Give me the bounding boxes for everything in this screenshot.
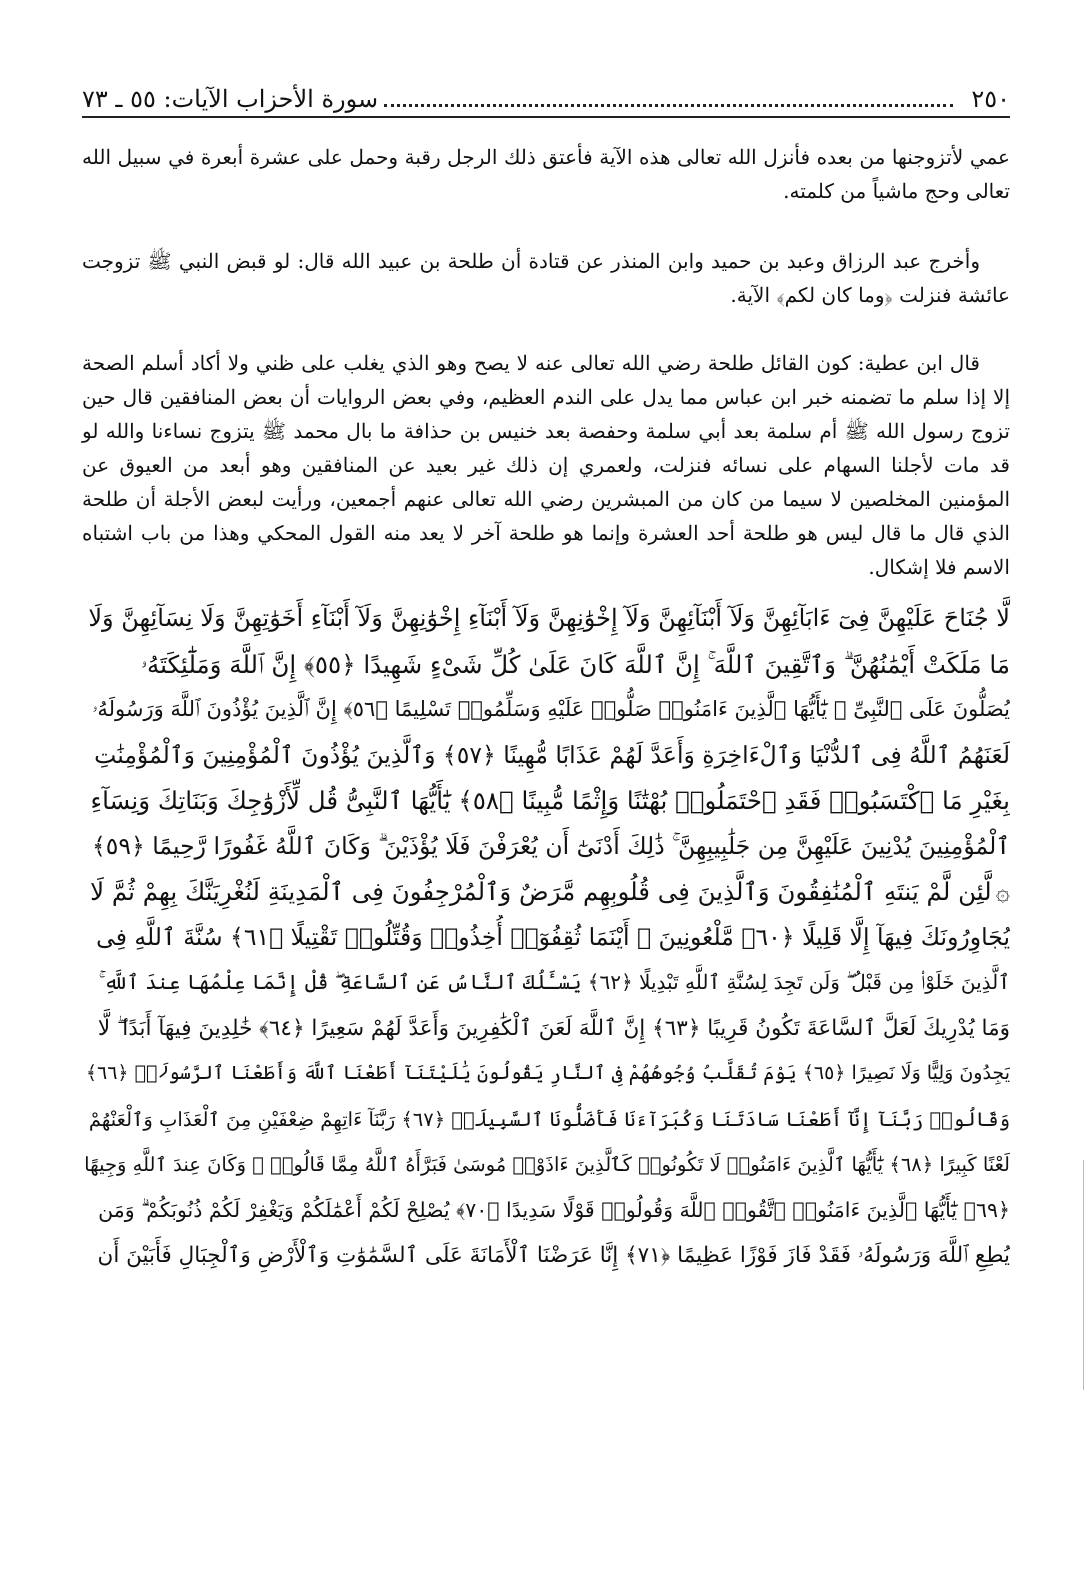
commentary-paragraph-3	[82, 346, 1010, 584]
paragraph-text: عمي لأتزوجنها من بعده فأنزل الله تعالى هذه الآية فأعتق ذلك الرجل رقبة وحمل على عشرة أبعرة في سبيل الله تعالى وحج ماشياً من كلمته.	[82, 145, 1010, 203]
quran-line: بِغَيْرِ مَا ٱكْتَسَبُوا۟ فَقَدِ ٱحْتَمَلُوا۟ بُهْتَٰنًا وَإِثْمًا مُّبِينًا ﴿٥٨﴾ يَٰٓأَيُّهَا ٱلنَّبِىُّ قُل لِّأَزْوَٰجِكَ وَبَنَاتِكَ وَنِسَآءِ	[90, 786, 1010, 815]
header-divider	[82, 116, 1010, 118]
quran-line: ٱلْمُؤْمِنِينَ يُدْنِينَ عَلَيْهِنَّ مِن جَلَٰبِيبِهِنَّ ۚ ذَٰلِكَ أَدْنَىٰٓ أَن يُعْرَفْنَ فَلَا يُؤْذَيْنَ ۗ وَكَانَ ٱللَّهُ غَفُورًا رَّحِيمًا ﴿٥٩﴾	[91, 831, 1010, 860]
quran-line: لَعْنًا كَبِيرًا ﴿٦٨﴾ يَٰٓأَيُّهَا ٱلَّذِينَ ءَامَنُوا۟ لَا تَكُونُوا۟ كَٱلَّذِينَ ءَاذَوْا۟ مُوسَىٰ فَبَرَّأَهُ ٱللَّهُ مِمَّا قَالُوا۟ ۚ وَكَانَ عِندَ ٱللَّهِ وَجِيهًا	[84, 1153, 1010, 1176]
quran-line: ﴿٦٩﴾ يَٰٓأَيُّهَا ٱلَّذِينَ ءَامَنُوا۟ ٱتَّقُوا۟ ٱللَّهَ وَقُولُوا۟ قَوْلًا سَدِيدًا ﴿٧٠﴾ يُصْلِحْ لَكُمْ أَعْمَٰلَكُمْ وَيَغْفِرْ لَكُمْ ذُنُوبَكُمْ ۗ وَمَن	[98, 1197, 1010, 1222]
page-header	[82, 74, 1010, 114]
quran-line: يُجَاوِرُونَكَ فِيهَآ إِلَّا قَلِيلًا ﴿٦٠﴾ مَّلْعُونِينَ ۖ أَيْنَمَا ثُقِفُوٓا۟ أُخِذُوا۟ وَقُتِّلُوا۟ تَقْتِيلًا ﴿٦١﴾ سُنَّةَ ٱللَّهِ فِى	[96, 922, 1010, 951]
quran-line: يُطِعِ ٱللَّهَ وَرَسُولَهُۥ فَقَدْ فَازَ فَوْزًا عَظِيمًا ﴿٧١﴾ إِنَّا عَرَضْنَا ٱلْأَمَانَةَ عَلَى ٱلسَّمَٰوَٰتِ وَٱلْأَرْضِ وَٱلْجِبَالِ فَأَبَيْنَ أَن	[97, 1243, 1010, 1268]
paragraph-text: وأخرج عبد الرزاق وعبد بن حميد وابن المنذر عن قتادة أن طلحة بن عبيد الله قال: لو قبض النبي ﷺ تزوجت عائشة فنزلت ﴿وما كان لكم﴾ الآية.	[82, 249, 1010, 307]
quran-line-with-hizb-marker	[82, 869, 1010, 915]
quran-line-text: لَّئِن لَّمْ يَنتَهِ ٱلْمُنَٰفِقُونَ وَٱلَّذِينَ فِى قُلُوبِهِم مَّرَضٌ وَٱلْمُرْجِفُونَ فِى ٱلْمَدِينَةِ لَنُغْرِيَنَّكَ بِهِمْ ثُمَّ لَا	[90, 877, 992, 906]
commentary-paragraph-1	[82, 140, 1010, 208]
paragraph-text: قال ابن عطية: كون القائل طلحة رضي الله تعالى عنه لا يصح وهو الذي يغلب على ظني ولا أكاد أسلم الصحة إلا إذا سلم ما تضمنه خبر ابن عباس مما يدل على الندم العظيم، وفي بعض الروايات أن بعض المنافقين قال حين تزوج رسول الله ﷺ أم سلمة بعد أبي سلمة وحفصة بعد خنيس بن حذافة ما بال محمد ﷺ يتزوج نساءنا والله لو قد مات لأجلنا السهام على نسائه فنزلت، ولعمري إن ذلك غير بعيد عن المنافقين وهو أبعد من العيوق عن المؤمنين المخلصين لا سيما من كان من المبشرين رضي الله تعالى عنهم أجمعين، ورأيت لبعض الأجلة أن طلحة الذي قال ما قال ليس هو طلحة أحد العشرة وإنما هو طلحة آخر لا يعد منه القول المحكي وهذا من باب اشتباه الاسم فلا إشكال.	[82, 351, 1010, 579]
quran-line: وَمَا يُدْرِيكَ لَعَلَّ ٱلسَّاعَةَ تَكُونُ قَرِيبًا ﴿٦٣﴾ إِنَّ ٱللَّهَ لَعَنَ ٱلْكَٰفِرِينَ وَأَعَدَّ لَهُمْ سَعِيرًا ﴿٦٤﴾ خَٰلِدِينَ فِيهَآ أَبَدًا ۖ لَّا	[97, 1015, 1010, 1041]
quran-line: مَا مَلَكَتْ أَيْمَٰنُهُنَّ ۗ وَٱتَّقِينَ ٱللَّهَ ۚ إِنَّ ٱللَّهَ كَانَ عَلَىٰ كُلِّ شَىْءٍ شَهِيدًا ﴿٥٥﴾ إِنَّ ٱللَّهَ وَمَلَٰٓئِكَتَهُۥ	[140, 649, 1010, 679]
quran-line: لَعَنَهُمُ ٱللَّهُ فِى ٱلدُّنْيَا وَٱلْءَاخِرَةِ وَأَعَدَّ لَهُمْ عَذَابًا مُّهِينًا ﴿٥٧﴾ وَٱلَّذِينَ يُؤْذُونَ ٱلْمُؤْمِنِينَ وَٱلْمُؤْمِنَٰتِ	[94, 740, 1010, 769]
quran-line: وَقَالُوا۟ رَبَّنَآ إِنَّآ أَطَعْنَا سَادَتَنَا وَكُبَرَآءَنَا فَأَضَلُّونَا ٱلسَّبِيلَا۠ ﴿٦٧﴾ رَبَّنَآ ءَاتِهِمْ ضِعْفَيْنِ مِنَ ٱلْعَذَابِ وَٱلْعَنْهُمْ	[88, 1107, 1010, 1131]
page-number: ٢٥٠	[971, 85, 1010, 113]
quran-verses-block	[82, 596, 1010, 1279]
quran-line: يُصَلُّونَ عَلَى ٱلنَّبِىِّ ۚ يَٰٓأَيُّهَا ٱلَّذِينَ ءَامَنُوا۟ صَلُّوا۟ عَلَيْهِ وَسَلِّمُوا۟ تَسْلِيمًا ﴿٥٦﴾ إِنَّ ٱلَّذِينَ يُؤْذُونَ ٱللَّهَ وَرَسُولَهُۥ	[92, 697, 1010, 721]
surah-verse-range-title: سورة الأحزاب الآيات: ٥٥ ـ ٧٣	[82, 85, 379, 113]
hizb-star-icon: ۞	[995, 877, 1010, 906]
commentary-paragraph-2	[82, 244, 1010, 312]
quran-line: ٱلَّذِينَ خَلَوْا۟ مِن قَبْلُ ۖ وَلَن تَجِدَ لِسُنَّةِ ٱللَّهِ تَبْدِيلًا ﴿٦٢﴾ يَسْـَٔلُكَ ٱلنَّاسُ عَنِ ٱلسَّاعَةِ ۖ قُلْ إِنَّمَا عِلْمُهَا عِندَ ٱللَّهِ ۚ	[98, 970, 1010, 994]
scan-edge-line	[1083, 1160, 1084, 1390]
header-dot-leader	[384, 104, 953, 107]
quran-line: لَّا جُنَاحَ عَلَيْهِنَّ فِىٓ ءَابَآئِهِنَّ وَلَآ أَبْنَآئِهِنَّ وَلَآ إِخْوَٰنِهِنَّ وَلَآ أَبْنَآءِ إِخْوَٰنِهِنَّ وَلَآ أَبْنَآءِ أَخَوَٰتِهِنَّ وَلَا نِسَآئِهِنَّ وَلَا	[88, 604, 1010, 632]
quran-line: يَجِدُونَ وَلِيًّا وَلَا نَصِيرًا ﴿٦٥﴾ يَوْمَ تُقَلَّبُ وُجُوهُهُمْ فِى ٱلنَّارِ يَقُولُونَ يَٰلَيْتَنَآ أَطَعْنَا ٱللَّهَ وَأَطَعْنَا ٱلرَّسُولَا۠ ﴿٦٦﴾	[85, 1062, 1010, 1084]
